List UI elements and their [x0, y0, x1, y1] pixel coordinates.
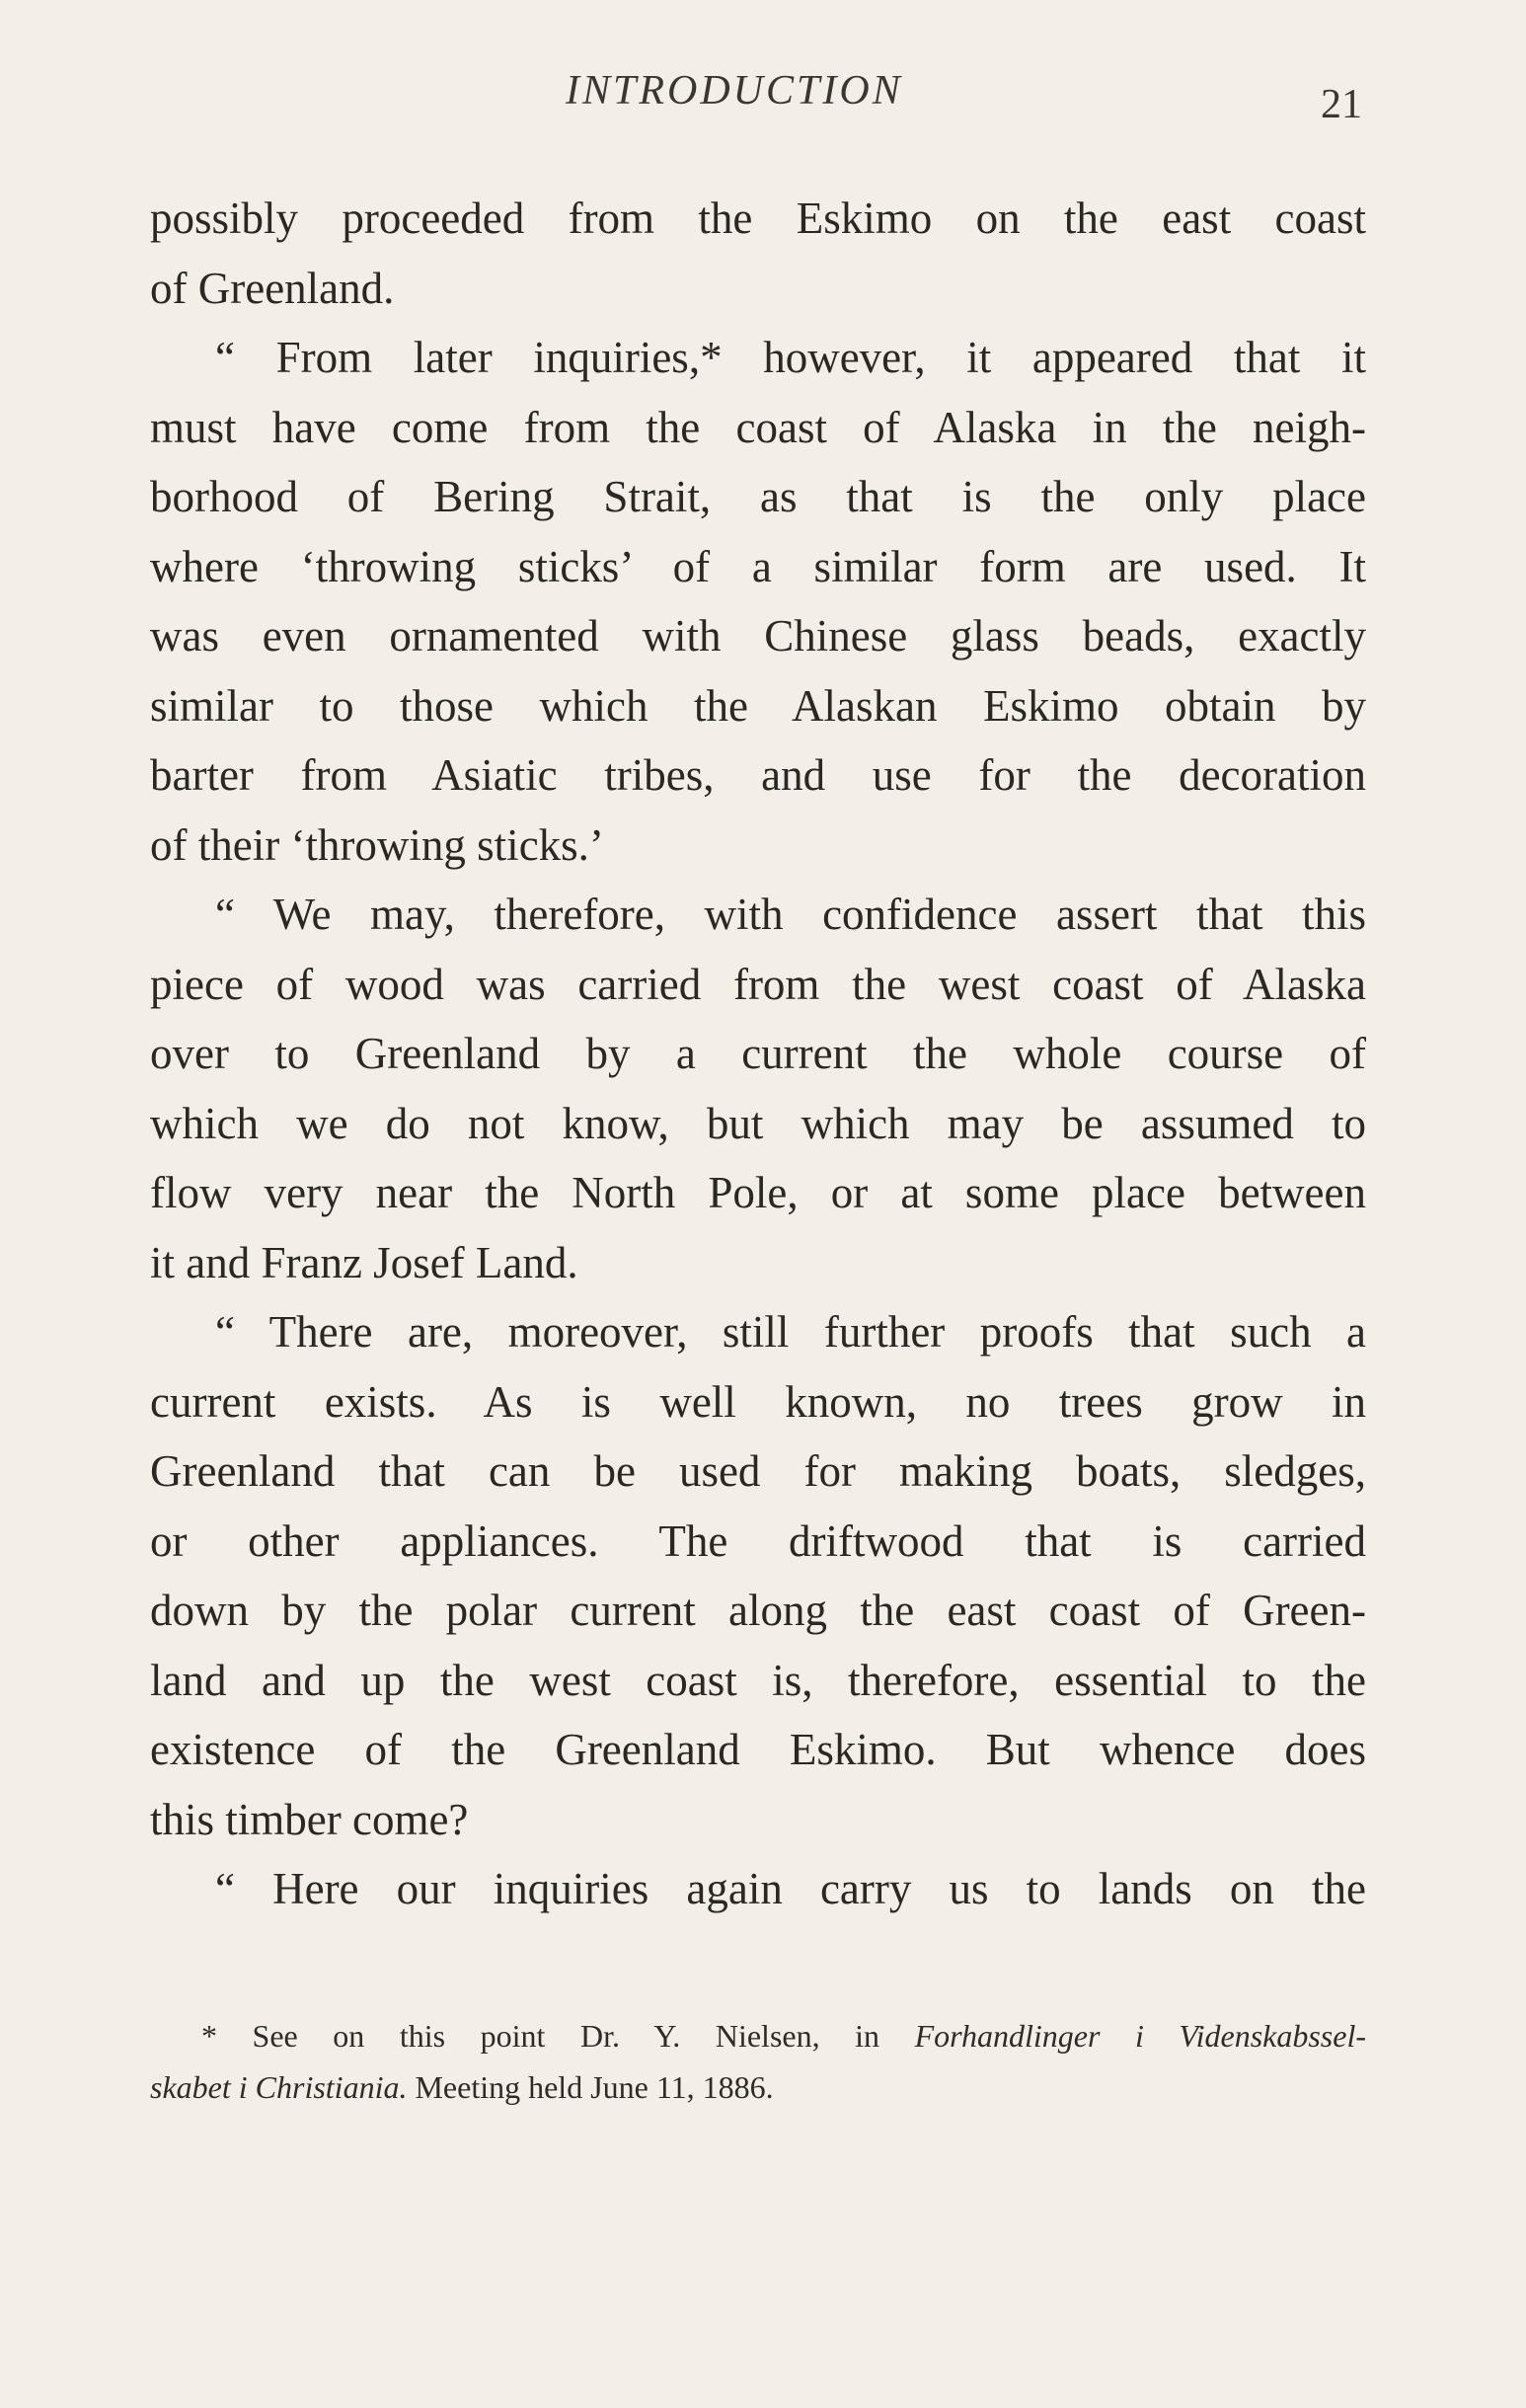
footnote-italic-title: Forhandlinger i Videnskabssel-: [914, 2018, 1366, 2054]
footnote: [150, 2010, 1366, 2113]
text-line: over to Greenland by a current the whole course of: [150, 1029, 1366, 1078]
text-line: of Greenland.: [150, 263, 395, 313]
text-line: of their ‘throwing sticks.’: [150, 819, 604, 870]
text-line: borhood of Bering Strait, as that is the only place: [150, 472, 1366, 521]
text-line: it and Franz Josef Land.: [150, 1237, 578, 1287]
text-line: Greenland that can be used for making boats, sledges,: [150, 1446, 1366, 1496]
text-line: which we do not know, but which may be assumed to: [150, 1098, 1366, 1148]
running-head: INTRODUCTION: [566, 68, 903, 114]
text-line: or other appliances. The driftwood that is carried: [150, 1515, 1366, 1566]
text-line: similar to those which the Alaskan Eskimo obtain by: [150, 680, 1366, 731]
text-line: “ Here our inquiries again carry us to lands on the: [215, 1864, 1366, 1913]
page-number: 21: [1321, 82, 1362, 127]
text-line: flow very near the North Pole, or at some place between: [150, 1168, 1366, 1217]
text-line: piece of wood was carried from the west coast of Alaska: [150, 959, 1366, 1009]
text-line: “ There are, moreover, still further proofs that such a: [215, 1307, 1366, 1357]
footnote-line: [150, 2061, 1366, 2113]
footnote-text: * See on this point Dr. Y. Nielsen, in: [201, 2018, 915, 2054]
footnote-italic-title: skabet i Christiania.: [150, 2069, 408, 2105]
text-line: existence of the Greenland Eskimo. But whence does: [150, 1725, 1366, 1774]
footnote-line: [150, 2010, 1366, 2061]
text-line: “ We may, therefore, with confidence assert that this: [215, 890, 1366, 939]
text-line: this timber come?: [150, 1794, 469, 1844]
text-line: must have come from the coast of Alaska in the neigh-: [150, 402, 1366, 452]
text-line: current exists. As is well known, no trees grow in: [150, 1376, 1366, 1427]
text-line: where ‘throwing sticks’ of a similar form are used. It: [150, 541, 1366, 591]
text-line: “ From later inquiries,* however, it appeared that it: [215, 333, 1366, 382]
text-line: barter from Asiatic tribes, and use for the decoration: [150, 750, 1366, 800]
body-text: [150, 184, 1366, 1924]
text-line: was even ornamented with Chinese glass beads, exactly: [150, 611, 1366, 660]
text-line: down by the polar current along the east coast of Green-: [150, 1586, 1366, 1635]
footnote-text: Meeting held June 11, 1886.: [407, 2069, 774, 2105]
text-line: possibly proceeded from the Eskimo on the east coast: [150, 194, 1366, 243]
text-line: land and up the west coast is, therefore, essential to the: [150, 1655, 1366, 1705]
